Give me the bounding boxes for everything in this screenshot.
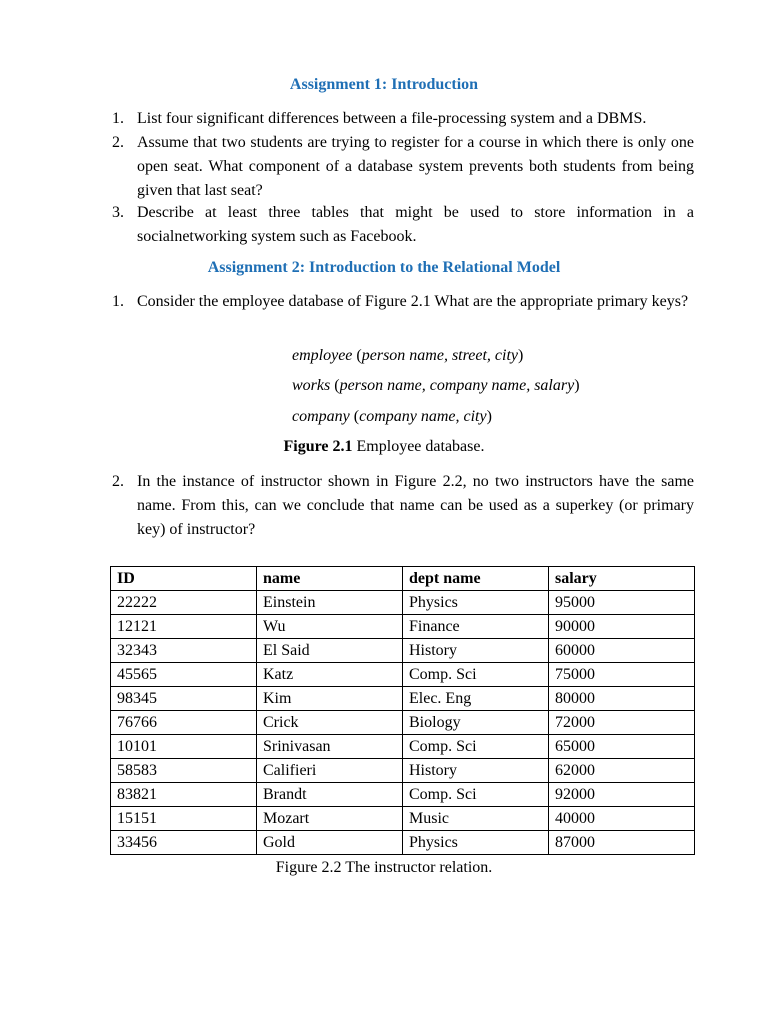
relation-attributes: person name, company name, salary xyxy=(339,377,575,394)
cell-salary: 60000 xyxy=(549,639,695,663)
cell-id: 32343 xyxy=(111,639,257,663)
table-row xyxy=(111,711,695,735)
cell-salary: 62000 xyxy=(549,759,695,783)
figure-2-1-caption xyxy=(0,438,768,456)
assignment1-item-3 xyxy=(112,201,694,249)
assignment2-item-1 xyxy=(112,290,694,314)
instructor-table xyxy=(110,566,695,855)
cell-name: Crick xyxy=(257,711,403,735)
assignment1-title: Assignment 1: Introduction xyxy=(289,76,479,93)
table-row xyxy=(111,735,695,759)
cell-salary: 80000 xyxy=(549,687,695,711)
cell-salary: 92000 xyxy=(549,783,695,807)
assignment2-item-2 xyxy=(112,470,694,542)
relation-name: works xyxy=(292,377,331,394)
item-text: Consider the employee database of Figure 2.1 What are the appropriate primary keys? xyxy=(137,293,689,310)
column-header-name: name xyxy=(257,567,403,591)
table-row xyxy=(111,663,695,687)
table-row xyxy=(111,759,695,783)
figure-label: Figure 2.1 xyxy=(283,438,353,455)
item-text: In the instance of instructor shown in Figure 2.2, no two instructors have the same name. From this, can we conclude that name can be used as a superkey (or primary key) of instructor? xyxy=(137,473,694,538)
cell-id: 12121 xyxy=(111,615,257,639)
cell-dept-name: Music xyxy=(403,807,549,831)
cell-salary: 90000 xyxy=(549,615,695,639)
cell-dept-name: Physics xyxy=(403,831,549,855)
cell-name: Brandt xyxy=(257,783,403,807)
table-body xyxy=(111,591,695,855)
cell-dept-name: Finance xyxy=(403,615,549,639)
cell-name: Kim xyxy=(257,687,403,711)
relation-name: company xyxy=(292,408,350,425)
cell-dept-name: Elec. Eng xyxy=(403,687,549,711)
figure-caption-text: Employee database. xyxy=(352,438,485,455)
item-text: Describe at least three tables that might be used to store information in a socialnetworking system such as Facebook. xyxy=(137,204,694,245)
item-number: 1. xyxy=(112,110,124,127)
cell-name: Einstein xyxy=(257,591,403,615)
cell-id: 58583 xyxy=(111,759,257,783)
item-text: List four significant differences between a file-processing system and a DBMS. xyxy=(137,110,647,127)
item-text: Assume that two students are trying to register for a course in which there is only one open seat. What component of a database system prevents both students from being given that last seat? xyxy=(137,134,694,199)
column-header-dept-name: dept name xyxy=(403,567,549,591)
cell-dept-name: Comp. Sci xyxy=(403,663,549,687)
cell-salary: 65000 xyxy=(549,735,695,759)
table-header-row xyxy=(111,567,695,591)
cell-salary: 40000 xyxy=(549,807,695,831)
relation-attributes: company name, city xyxy=(359,408,487,425)
item-number: 2. xyxy=(112,134,124,151)
cell-name: Katz xyxy=(257,663,403,687)
cell-salary: 95000 xyxy=(549,591,695,615)
cell-salary: 87000 xyxy=(549,831,695,855)
cell-dept-name: History xyxy=(403,759,549,783)
column-header-id: ID xyxy=(111,567,257,591)
cell-dept-name: History xyxy=(403,639,549,663)
schema-works: works (person name, company name, salary) xyxy=(292,377,580,394)
relation-attributes: person name, street, city xyxy=(361,347,518,364)
item-number: 3. xyxy=(112,204,124,221)
table-row xyxy=(111,615,695,639)
table-row xyxy=(111,831,695,855)
table-row xyxy=(111,807,695,831)
cell-name: Wu xyxy=(257,615,403,639)
cell-name: Srinivasan xyxy=(257,735,403,759)
table-row xyxy=(111,639,695,663)
item-number: 1. xyxy=(112,293,124,310)
cell-id: 22222 xyxy=(111,591,257,615)
cell-id: 45565 xyxy=(111,663,257,687)
relation-name: employee xyxy=(292,347,353,364)
cell-name: Califieri xyxy=(257,759,403,783)
cell-id: 10101 xyxy=(111,735,257,759)
cell-salary: 72000 xyxy=(549,711,695,735)
figure-2-2-caption: Figure 2.2 The instructor relation. xyxy=(275,859,493,876)
table-row xyxy=(111,591,695,615)
cell-name: Gold xyxy=(257,831,403,855)
cell-dept-name: Physics xyxy=(403,591,549,615)
cell-dept-name: Comp. Sci xyxy=(403,783,549,807)
table-row xyxy=(111,783,695,807)
cell-dept-name: Comp. Sci xyxy=(403,735,549,759)
cell-name: Mozart xyxy=(257,807,403,831)
schema-employee: employee (person name, street, city) xyxy=(292,347,524,364)
cell-salary: 75000 xyxy=(549,663,695,687)
cell-id: 98345 xyxy=(111,687,257,711)
cell-dept-name: Biology xyxy=(403,711,549,735)
assignment2-title: Assignment 2: Introduction to the Relational Model xyxy=(207,259,561,276)
cell-id: 33456 xyxy=(111,831,257,855)
cell-name: El Said xyxy=(257,639,403,663)
item-number: 2. xyxy=(112,473,124,490)
column-header-salary: salary xyxy=(549,567,695,591)
assignment1-item-2 xyxy=(112,131,694,203)
cell-id: 15151 xyxy=(111,807,257,831)
table-row xyxy=(111,687,695,711)
assignment1-item-1 xyxy=(112,107,694,131)
cell-id: 76766 xyxy=(111,711,257,735)
schema-company: company (company name, city) xyxy=(292,408,492,425)
cell-id: 83821 xyxy=(111,783,257,807)
